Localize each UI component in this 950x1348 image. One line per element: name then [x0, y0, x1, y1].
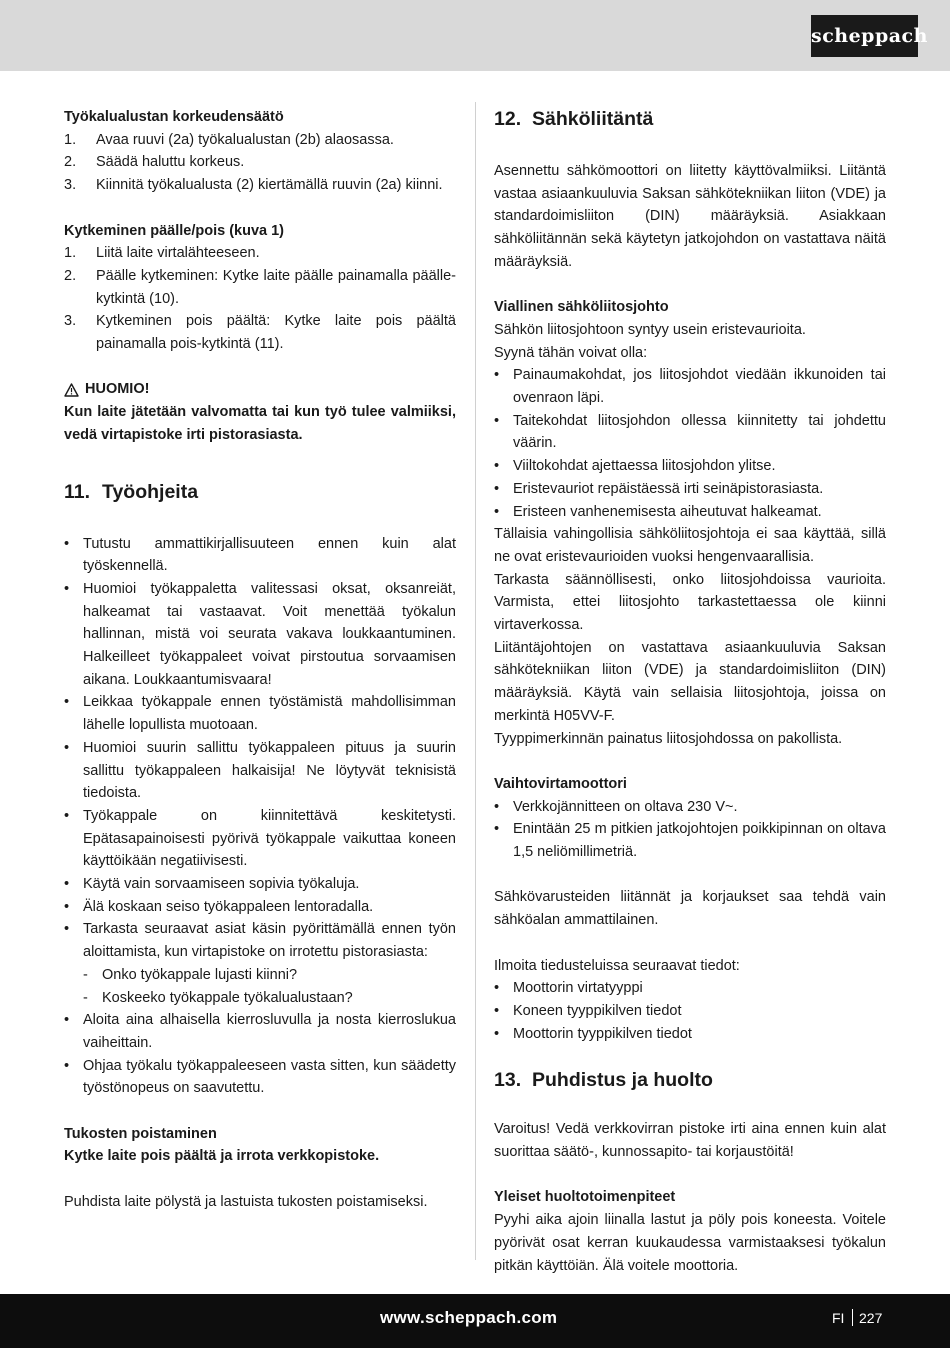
- inquiry-intro: Ilmoita tiedusteluissa seuraavat tiedot:: [494, 957, 740, 974]
- electrical-intro: Asennettu sähkömoottori on liitetty käyttövalmiiksi. Liitäntä vastaa asiaankuuluvia Saksan sähkötekniikan liiton (VDE) ja standardoimisliiton (DIN) määräyksiä. Asiakkaan sähköliitännän sekä käytetyn jatkojohdon on vastattava näitä määräyksiä.: [494, 163, 886, 270]
- item-text: Käytä vain sorvaamiseen sopivia työkaluja.: [83, 876, 360, 893]
- item-text: Viiltokohdat ajettaessa liitosjohdon ylitse.: [513, 458, 776, 475]
- work-instructions-list-continued: [64, 1009, 456, 1100]
- list-item: • Aloita aina alhaisella kierrosluvulla ja nosta kierroslukua vaiheittain.: [64, 1012, 456, 1051]
- maintenance-warning: Varoitus! Vedä verkkovirran pistoke irti aina ennen kuin alat suorittaa säätö-, kunnossapito- tai korjaustöitä!: [494, 1121, 886, 1161]
- item-text: Aloita aina alhaisella kierrosluvulla ja nosta kierroslukua vaiheittain.: [83, 1012, 456, 1051]
- sub-item-text: Koskeeko työkappale työkalualustaan?: [102, 989, 353, 1006]
- item-text: Koneen tyyppikilven tiedot: [513, 1002, 682, 1019]
- list-item: • Ohjaa työkalu työkappaleeseen vasta sitten, kun säädetty työstönopeus on saavutettu.: [64, 1057, 456, 1097]
- item-text: Moottorin tyyppikilven tiedot: [513, 1025, 692, 1042]
- brand-logo: [811, 15, 928, 57]
- section-number: 11.: [64, 480, 91, 503]
- section-number: 13.: [494, 1069, 522, 1092]
- section-title: Puhdistus ja huolto: [532, 1069, 713, 1092]
- list-item: • Leikkaa työkappale ennen työstämistä mahdollisimman lähelle lopullista muotoaan.: [64, 694, 456, 734]
- step-number: 3.: [64, 313, 77, 330]
- switch-steps: [64, 242, 456, 356]
- right-column: [494, 106, 886, 1277]
- section-13-heading: [494, 1067, 886, 1093]
- damaged-cable-line2: Syynä tähän voivat olla:: [494, 344, 648, 361]
- work-instructions-list: [64, 533, 456, 964]
- item-text: Ohjaa työkalu työkappaleeseen vasta sitten, kun säädetty työstönopeus on saavutettu.: [83, 1057, 456, 1097]
- page-number: 227: [859, 1310, 883, 1326]
- sub-list-item: - Onko työkappale lujasti kiinni?: [83, 966, 298, 983]
- step-number: 2.: [64, 267, 77, 284]
- damaged-cable-para1: Tällaisia vahingollisia sähköliitosjohtoja ei saa käyttää, sillä ne ovat eristevaurioiden vuoksi hengenvaarallisia.: [494, 526, 886, 565]
- item-text: Eristevauriot repäistäessä irti seinäpistorasiasta.: [513, 480, 824, 497]
- warning-heading: [64, 378, 456, 401]
- list-item: • Koneen tyyppikilven tiedot: [494, 1002, 682, 1019]
- list-item: • Työkappale on kiinnitettävä keskitetysti. Epätasapainoisesti pyörivä työkappale vaikuttaa koneen käyttöikään negatiivisesti.: [64, 807, 456, 870]
- footer-bar: [0, 1294, 950, 1348]
- warning-text: Kun laite jätetään valvomatta tai kun työ tulee valmiiksi, vedä virtapistoke irti pistorasiasta.: [64, 404, 456, 443]
- supports-text: Puhdista laite pölystä ja lastuista tukosten poistamiseksi.: [64, 1193, 428, 1210]
- general-maintenance-title: Yleiset huoltotoimenpiteet: [494, 1189, 676, 1206]
- item-text: Moottorin virtatyyppi: [513, 980, 643, 997]
- item-text: Enintään 25 m pitkien jatkojohtojen poikkipinnan on oltava 1,5 neliömillimetriä.: [513, 821, 886, 861]
- section-title: Työohjeita: [102, 480, 199, 503]
- left-column: [64, 106, 456, 1214]
- supports-title: Tukosten poistaminen: [64, 1125, 217, 1142]
- column-divider: [475, 102, 476, 1260]
- list-item: • Viiltokohdat ajettaessa liitosjohdon ylitse.: [494, 458, 776, 475]
- brand-logo-text: scheppach: [811, 25, 928, 47]
- list-item: • Eristeen vanhenemisesta aiheutuvat halkeamat.: [494, 503, 822, 520]
- step-text: Kiinnitä työkalualusta (2) kiertämällä ruuvin (2a) kiinni.: [96, 177, 443, 194]
- ac-motor-list: [494, 796, 886, 864]
- step-text: Päälle kytkeminen: Kytke laite päälle painamalla päälle-kytkintä (10).: [96, 267, 456, 307]
- list-item: [64, 151, 456, 174]
- sub-list-item: - Koskeeko työkappale työkalualustaan?: [83, 989, 353, 1006]
- damaged-cable-para4: Tyyppimerkinnän painatus liitosjohdossa on pakollista.: [494, 730, 843, 747]
- list-item: [64, 310, 456, 355]
- list-item: [64, 174, 456, 197]
- step-text: Avaa ruuvi (2a) työkalualustan (2b) alaosassa.: [96, 131, 394, 148]
- item-text: Tarkasta seuraavat asiat käsin pyörittämällä ennen työn aloittamista, kun virtapistoke on irrotettu pistorasiasta:: [83, 921, 456, 961]
- footer-language: FI: [832, 1310, 845, 1326]
- item-text: Huomioi suurin sallittu työkappaleen pituus ja suurin sallittu työkappaleen halkaisija! Ne löytyvät teknisistä tiedoista.: [83, 739, 456, 802]
- list-item: • Painaumakohdat, jos liitosjohdot viedään ikkunoiden tai ovenraon läpi.: [494, 367, 886, 407]
- list-item: [64, 129, 456, 152]
- damaged-cable-title: Viallinen sähköliitosjohto: [494, 299, 669, 316]
- list-item: • Huomioi suurin sallittu työkappaleen pituus ja suurin sallittu työkappaleen halkaisija! Ne löytyvät teknisistä tiedoista.: [64, 739, 456, 802]
- section-title: Sähköliitäntä: [532, 108, 654, 130]
- step-text: Liitä laite virtalähteeseen.: [96, 245, 260, 262]
- damaged-cable-para2: Tarkasta säännöllisesti, onko liitosjohdoissa vaurioita. Varmista, ettei liitosjohto tarkastettaessa ole kiinni virtaverkossa.: [494, 571, 886, 634]
- item-text: Työkappale on kiinnitettävä keskitetysti. Epätasapainoisesti pyörivä työkappale vaikuttaa koneen käyttöikään negatiivisesti.: [83, 807, 456, 870]
- switch-title: Kytkeminen päälle/pois (kuva 1): [64, 222, 284, 239]
- list-item: • Eristevauriot repäistäessä irti seinäpistorasiasta.: [494, 480, 824, 497]
- list-item: • Tarkasta seuraavat asiat käsin pyörittämällä ennen työn aloittamista, kun virtapistoke on irrotettu pistorasiasta:: [64, 921, 456, 961]
- list-item: • Huomioi työkappaletta valitessasi oksat, oksanreiät, halkeamat tai vastaavat. Voit menettää työkalun hallinnan, mistä voi seurata vakava loukkaantuminen. Halkeilleet työkappaleet voivat pirstoutua sorvaamisen aikana. Loukkaantumisvaara!: [64, 580, 456, 688]
- footer-separator: [852, 1309, 853, 1326]
- height-adjust-title: Työkalualustan korkeudensäätö: [64, 109, 284, 125]
- damaged-cable-line1: Sähkön liitosjohtoon syntyy usein eristevaurioita.: [494, 321, 806, 338]
- item-text: Tutustu ammattikirjallisuuteen ennen kuin alat työskennellä.: [83, 535, 456, 575]
- header-bar: [0, 0, 950, 71]
- list-item: [64, 242, 456, 265]
- item-text: Taitekohdat liitosjohdon ollessa kiinnitetty tai johdettu väärin.: [513, 412, 886, 452]
- list-item: • Tutustu ammattikirjallisuuteen ennen kuin alat työskennellä.: [64, 535, 456, 575]
- damage-causes-list: [494, 364, 886, 523]
- check-sub-list: [64, 964, 456, 1009]
- list-item: • Verkkojännitteen on oltava 230 V~.: [494, 798, 738, 815]
- inquiry-info-list: [494, 977, 886, 1045]
- list-item: • Moottorin tyyppikilven tiedot: [494, 1025, 692, 1042]
- item-text: Eristeen vanhenemisesta aiheutuvat halkeamat.: [513, 503, 822, 520]
- item-text: Leikkaa työkappale ennen työstämistä mahdollisimman lähelle lopullista muotoaan.: [83, 694, 456, 734]
- ac-motor-para: Sähkövarusteiden liitännät ja korjaukset saa tehdä vain sähköalan ammattilainen.: [494, 889, 886, 929]
- section-12-heading: [494, 106, 886, 132]
- step-number: 1.: [64, 131, 77, 148]
- list-item: • Älä koskaan seiso työkappaleen lentoradalla.: [64, 898, 374, 915]
- warning-title: HUOMIO!: [85, 381, 150, 398]
- step-number: 2.: [64, 154, 77, 171]
- list-item: • Käytä vain sorvaamiseen sopivia työkaluja.: [64, 876, 360, 893]
- warning-triangle-icon: [64, 383, 79, 397]
- step-number: 3.: [64, 177, 77, 194]
- step-text: Säädä haluttu korkeus.: [96, 154, 245, 171]
- list-item: • Taitekohdat liitosjohdon ollessa kiinnitetty tai johdettu väärin.: [494, 412, 886, 452]
- step-number: 1.: [64, 245, 77, 262]
- item-text: Painaumakohdat, jos liitosjohdot viedään ikkunoiden tai ovenraon läpi.: [513, 367, 886, 407]
- general-maintenance-text: Pyyhi aika ajoin liinalla lastut ja pöly pois koneesta. Voitele pyörivät osat kerran kuukaudessa varmistaaksesi työkalun pitkän käyttöiän. Älä voitele moottoria.: [494, 1212, 886, 1274]
- supports-bold-line: Kytke laite pois päältä ja irrota verkkopistoke.: [64, 1148, 380, 1165]
- section-11-heading: [64, 479, 456, 505]
- step-text: Kytkeminen pois päältä: Kytke laite pois päältä painamalla pois-kytkintä (11).: [96, 313, 456, 353]
- item-text: Huomioi työkappaletta valitessasi oksat, oksanreiät, halkeamat tai vastaavat. Voit menettää työkalun hallinnan, mistä voi seurata vakava loukkaantuminen. Halkeilleet työkappaleet voivat pirstoutua sorvaamisen aikana. Loukkaantumisvaara!: [83, 580, 456, 688]
- item-text: Älä koskaan seiso työkappaleen lentoradalla.: [83, 898, 374, 915]
- item-text: Verkkojännitteen on oltava 230 V~.: [513, 798, 738, 815]
- list-item: • Moottorin virtatyyppi: [494, 980, 643, 997]
- height-adjust-steps: [64, 129, 456, 197]
- sub-item-text: Onko työkappale lujasti kiinni?: [102, 966, 298, 983]
- list-item: [64, 265, 456, 310]
- damaged-cable-para3: Liitäntäjohtojen on vastattava asiaankuuluvia Saksan sähkötekniikan liiton (VDE) ja standardoimisliiton (DIN) määräyksiä. Käytä vain sellaisia liitosjohtoja, joissa on merkintä H05VV-F.: [494, 639, 886, 724]
- section-number: 12.: [494, 108, 522, 130]
- footer-website-link[interactable]: www.scheppach.com: [380, 1308, 558, 1327]
- warning-block: [64, 378, 456, 446]
- ac-motor-title: Vaihtovirtamoottori: [494, 775, 627, 792]
- list-item: • Enintään 25 m pitkien jatkojohtojen poikkipinnan on oltava 1,5 neliömillimetriä.: [494, 821, 886, 861]
